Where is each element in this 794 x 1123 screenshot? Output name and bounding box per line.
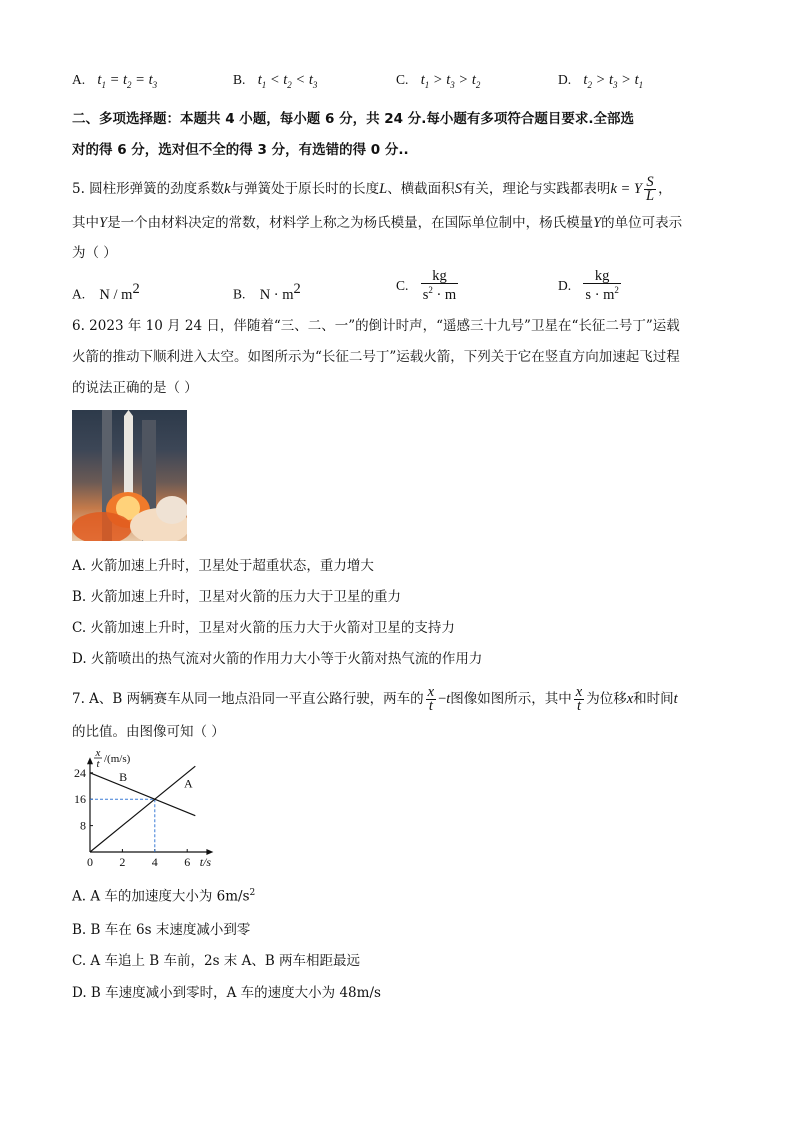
q6-option-a: A. 火箭加速上升时，卫星处于超重状态，重力增大 bbox=[72, 558, 374, 574]
q7-ratio-fraction: $\frac{x}{t}$ bbox=[427, 684, 435, 714]
x-tick-label: 2 bbox=[119, 855, 126, 869]
q4-option-d: D. $t_2 > t_3 > t_1$ bbox=[558, 72, 644, 90]
q5-option-d: D. $\frac{kg}{s \cdot m^2}$ bbox=[558, 268, 619, 303]
section-heading-line1: 二、多项选择题：本题共 4 小题，每小题 6 分，共 24 分.每小题有多项符合题目要求.全部选 bbox=[72, 111, 635, 127]
x-axis-label: t/s bbox=[199, 855, 212, 869]
q6-line1: 6. 2023 年 10 月 24 日，伴随着“三、二、一”的倒计时声，“遥感三十九号”卫星在“长征二号丁”运载 bbox=[72, 318, 680, 334]
y-tick-label: 8 bbox=[80, 818, 86, 833]
q6-option-c: C. 火箭加速上升时，卫星对火箭的压力大于火箭对卫星的支持力 bbox=[72, 620, 455, 636]
q5-option-b: B. $N \cdot m^2$ bbox=[233, 281, 301, 303]
x-tick-label: 4 bbox=[151, 855, 158, 869]
q6-option-b: B. 火箭加速上升时，卫星对火箭的压力大于卫星的重力 bbox=[72, 589, 402, 605]
y-tick-label: 16 bbox=[74, 792, 86, 807]
rocket-launch-photo bbox=[72, 410, 187, 541]
q6-option-d: D. 火箭喷出的热气流对火箭的作用力大小等于火箭对热气流的作用力 bbox=[72, 651, 483, 667]
rocket-illustration bbox=[72, 410, 187, 541]
q6-line2: 火箭的推动下顺利进入太空。如图所示为“长征二号丁”运载火箭，下列关于它在竖直方向加速起飞过程 bbox=[72, 349, 680, 365]
q5-option-c: C. $\frac{kg}{s^2 \cdot m}$ bbox=[396, 268, 457, 303]
q7-option-a: A. A 车的加速度大小为 $6m/s^2$ bbox=[72, 888, 256, 905]
series-label-b: B bbox=[119, 770, 128, 785]
q5-line2: 其中Y是一个由材料决定的常数，材料学上称之为杨氏模量，在国际单位制中，杨氏模量Y的单位可表示 bbox=[72, 215, 683, 231]
q7-option-d: D. B 车速度减小到零时，A 车的速度大小为 48m/s bbox=[72, 985, 381, 1001]
y-tick-label: 24 bbox=[74, 765, 86, 780]
section-heading-line2: 对的得 6 分，选对但不全的得 3 分，有选错的得 0 分.. bbox=[72, 142, 409, 158]
chart-labels bbox=[74, 747, 211, 869]
xt-chart bbox=[70, 748, 230, 873]
q6-line3: 的说法正确的是（ ） bbox=[72, 380, 198, 396]
y-axis-arrow bbox=[87, 757, 93, 764]
q4-option-a: A. $t_1 = t_2 = t_3$ bbox=[72, 72, 158, 90]
chart-axes bbox=[87, 757, 213, 855]
y-axis-label-denominator: t bbox=[96, 758, 100, 770]
y-axis-label-numerator: x bbox=[95, 747, 101, 759]
q7-line2: 的比值。由图像可知（ ） bbox=[72, 724, 225, 740]
q5-line3: 为（ ） bbox=[72, 245, 117, 261]
x-tick-label: 6 bbox=[184, 855, 191, 869]
q7-option-c: C. A 车追上 B 车前，2s 末 A、B 两车相距最远 bbox=[72, 953, 361, 969]
chart-series bbox=[90, 766, 195, 852]
q5-option-a: A. N / $m^2$ bbox=[72, 281, 140, 303]
q5-line1: 5. 圆柱形弹簧的劲度系数k与弹簧处于原长时的长度L、横截面积S有关，理论与实践都表明k = Y $\frac{S}{L}$ ， bbox=[72, 174, 672, 204]
q4-option-b: B. $t_1 < t_2 < t_3$ bbox=[233, 72, 318, 90]
q7-option-b: B. B 车在 6s 末速度减小到零 bbox=[72, 922, 251, 938]
series-label-a: A bbox=[183, 776, 193, 791]
q5-formula-fraction: $\frac{S}{L}$ bbox=[645, 174, 655, 204]
y-axis-label-unit: /(m/s) bbox=[104, 753, 131, 765]
x-tick-label: 0 bbox=[87, 855, 93, 869]
q4-option-c: C. $t_1 > t_3 > t_2$ bbox=[396, 72, 481, 90]
q7-line1: 7. A、B 两辆赛车从同一地点沿同一平直公路行驶，两车的 $\frac{x}{t}$ −t图像如图所示，其中 $\frac{x}{t}$ 为位移x和时间t bbox=[72, 684, 678, 714]
